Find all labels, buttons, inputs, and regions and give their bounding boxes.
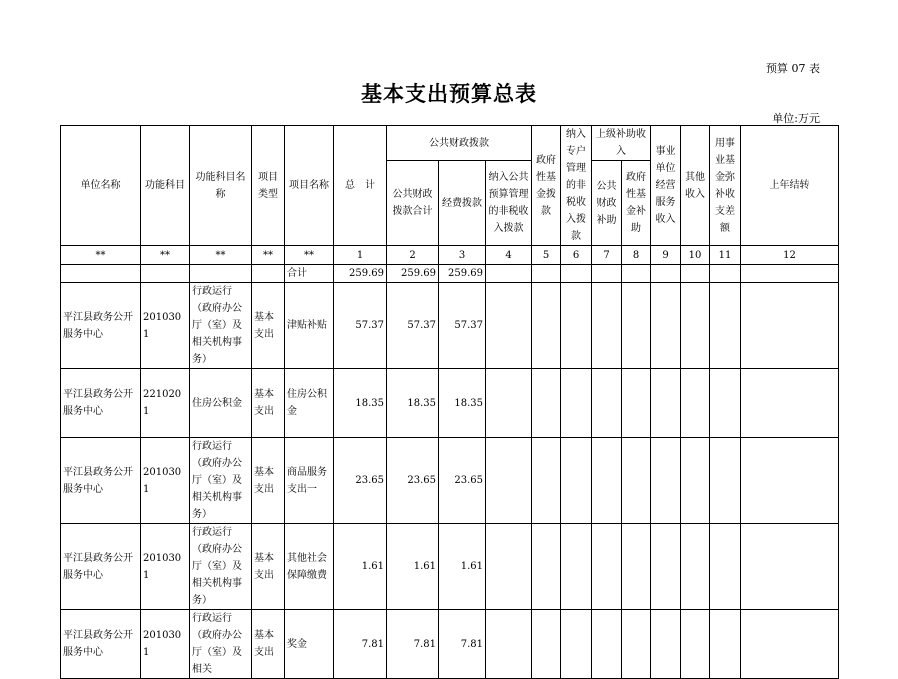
cell-total: 18.35 (334, 369, 387, 438)
header-row-1 (61, 126, 839, 161)
col-num: 9 (651, 246, 681, 265)
cell-type: 基本支出 (252, 438, 285, 524)
page-title: 基本支出预算总表 (361, 82, 537, 106)
header-unit-name: 单位名称 (61, 126, 141, 246)
cell-name: 其他社会保障缴费 (285, 524, 334, 610)
table-row (61, 524, 839, 610)
header-business-income: 事业单位经营服务收入 (651, 126, 681, 246)
col-num: ** (285, 246, 334, 265)
col-num: 10 (681, 246, 710, 265)
table-row (61, 438, 839, 524)
header-item-type: 项目类型 (252, 126, 285, 246)
cell-type: 基本支出 (252, 369, 285, 438)
total-row (61, 265, 839, 283)
cell-func: 住房公积金 (190, 369, 252, 438)
cell-expense: 23.65 (439, 438, 486, 524)
header-carryover: 上年结转 (741, 126, 839, 246)
cell-func: 行政运行（政府办公厅（室）及相关 (190, 610, 252, 679)
cell-public-fin: 7.81 (387, 610, 439, 679)
total-public-fin: 259.69 (387, 265, 439, 283)
col-num: ** (61, 246, 141, 265)
total-total: 259.69 (334, 265, 387, 283)
column-number-row (61, 246, 839, 265)
cell-name: 奖金 (285, 610, 334, 679)
table-row (61, 283, 839, 369)
form-number: 预算 07 表 (766, 62, 820, 75)
cell-code: 2010301 (141, 610, 190, 679)
col-num: 6 (561, 246, 592, 265)
cell-public-fin: 23.65 (387, 438, 439, 524)
cell-total: 1.61 (334, 524, 387, 610)
header-public-fin-total: 公共财政拨款合计 (387, 161, 439, 246)
cell-unit: 平江县政务公开服务中心 (61, 369, 141, 438)
col-num: ** (252, 246, 285, 265)
cell-public-fin: 1.61 (387, 524, 439, 610)
header-superior: 上级补助收入 (592, 126, 651, 161)
col-num: 7 (592, 246, 622, 265)
cell-unit: 平江县政务公开服务中心 (61, 610, 141, 679)
header-special-nontax: 纳入专户管理的非税收入拨款 (561, 126, 592, 246)
cell-name: 住房公积金 (285, 369, 334, 438)
unit-label: 单位:万元 (772, 112, 820, 125)
header-nontax-alloc: 纳入公共预算管理的非税收入拨款 (486, 161, 532, 246)
cell-func: 行政运行（政府办公厅（室）及相关机构事务） (190, 283, 252, 369)
table-row (61, 369, 839, 438)
header-sup-gov-fund: 政府性基金补助 (622, 161, 651, 246)
cell-public-fin: 57.37 (387, 283, 439, 369)
cell-unit: 平江县政务公开服务中心 (61, 438, 141, 524)
table-row (61, 610, 839, 679)
header-expense-alloc: 经费拨款 (439, 161, 486, 246)
header-item-name: 项目名称 (285, 126, 334, 246)
header-sup-public: 公共财政补助 (592, 161, 622, 246)
header-total: 总 计 (334, 126, 387, 246)
total-label: 合计 (285, 265, 334, 283)
header-other-income: 其他收入 (681, 126, 710, 246)
cell-code: 2010301 (141, 524, 190, 610)
cell-expense: 7.81 (439, 610, 486, 679)
col-num: 3 (439, 246, 486, 265)
col-num: 2 (387, 246, 439, 265)
cell-total: 23.65 (334, 438, 387, 524)
cell-public-fin: 18.35 (387, 369, 439, 438)
cell-code: 2010301 (141, 438, 190, 524)
cell-total: 7.81 (334, 610, 387, 679)
cell-type: 基本支出 (252, 524, 285, 610)
col-num: 8 (622, 246, 651, 265)
header-reserve-fund: 用事业基金弥补收支差额 (710, 126, 741, 246)
cell-unit: 平江县政务公开服务中心 (61, 283, 141, 369)
cell-func: 行政运行（政府办公厅（室）及相关机构事务） (190, 524, 252, 610)
col-num: ** (141, 246, 190, 265)
cell-type: 基本支出 (252, 283, 285, 369)
header-gov-fund: 政府性基金拨款 (532, 126, 561, 246)
cell-code: 2210201 (141, 369, 190, 438)
cell-name: 津贴补贴 (285, 283, 334, 369)
cell-expense: 57.37 (439, 283, 486, 369)
cell-code: 2010301 (141, 283, 190, 369)
cell-name: 商品服务支出一 (285, 438, 334, 524)
col-num: ** (190, 246, 252, 265)
col-num: 12 (741, 246, 839, 265)
cell-unit: 平江县政务公开服务中心 (61, 524, 141, 610)
col-num: 5 (532, 246, 561, 265)
col-num: 4 (486, 246, 532, 265)
header-func-name: 功能科目名称 (190, 126, 252, 246)
cell-expense: 1.61 (439, 524, 486, 610)
cell-expense: 18.35 (439, 369, 486, 438)
cell-total: 57.37 (334, 283, 387, 369)
col-num: 11 (710, 246, 741, 265)
cell-type: 基本支出 (252, 610, 285, 679)
header-func-code: 功能科目 (141, 126, 190, 246)
col-num: 1 (334, 246, 387, 265)
total-expense: 259.69 (439, 265, 486, 283)
header-public-fin: 公共财政拨款 (387, 126, 532, 161)
budget-table (60, 125, 839, 679)
cell-func: 行政运行（政府办公厅（室）及相关机构事务） (190, 438, 252, 524)
